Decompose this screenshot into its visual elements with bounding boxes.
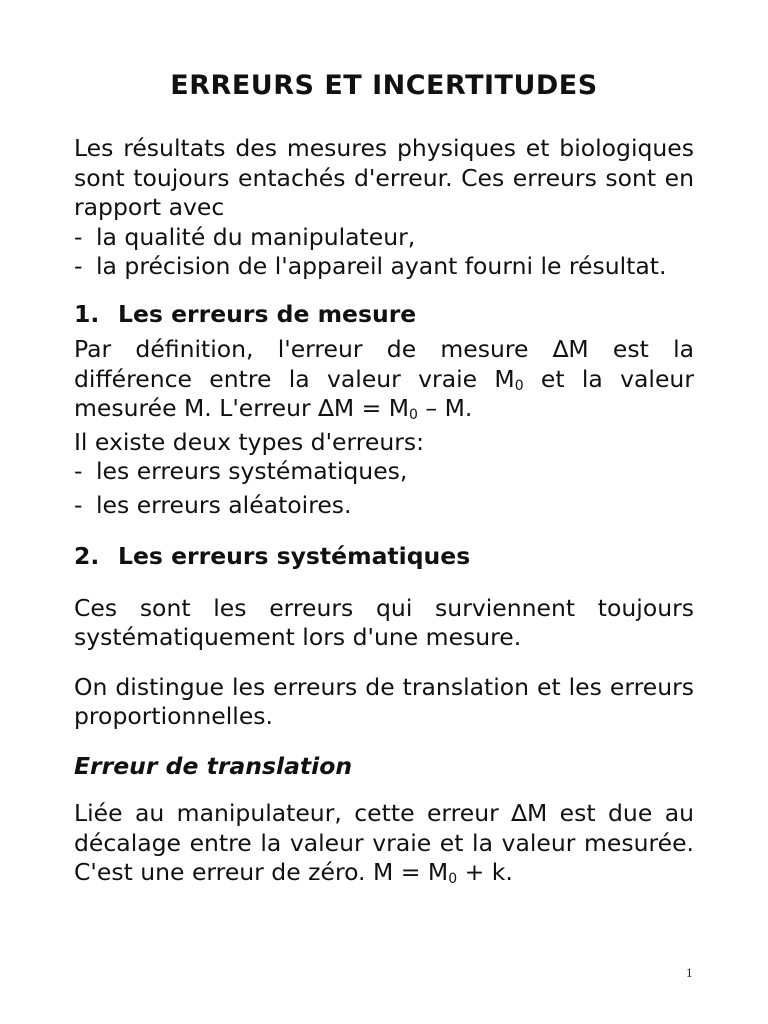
list-dash: -	[74, 222, 83, 251]
subsection-text-b: + k.	[457, 858, 513, 886]
intro-paragraph: Les résultats des mesures physiques et biologiques sont toujours entachés d'erreur. Ces erreurs sont en rapport avec	[74, 134, 694, 221]
list-dash: -	[74, 490, 83, 519]
subscript: 0	[514, 377, 524, 394]
types-list	[74, 457, 694, 520]
definition-text-b: et la valeur mesurée M. L'erreur ∆M = M	[74, 364, 694, 422]
subsection-heading: Erreur de translation	[74, 751, 353, 780]
list-dash: -	[74, 252, 83, 280]
definition-text-a: Par définition, l'erreur de mesure ∆M est la différence entre la valeur vraie M	[74, 335, 694, 393]
list-item	[74, 491, 694, 521]
section-heading-2	[74, 542, 694, 572]
list-item-text: la qualité du manipulateur,	[96, 222, 416, 251]
section-number: 1.	[74, 299, 100, 328]
section2-paragraph-1: Ces sont les erreurs qui surviennent toujours systématiquement lors d'une mesure.	[74, 593, 694, 651]
section2-paragraph-2: On distingue les erreurs de translation et les erreurs proportionnelles.	[74, 672, 694, 730]
section-heading-1	[74, 300, 694, 330]
section-title: Les erreurs de mesure	[118, 299, 417, 328]
subsection-text-a: Liée au manipulateur, cette erreur ∆M est due au décalage entre la valeur vraie et la valeur mesurée. C'est une erreur de zéro. M = M	[74, 799, 694, 886]
intro-list	[74, 223, 694, 282]
section-number: 2.	[74, 542, 100, 570]
list-item-text: la précision de l'appareil ayant fourni le résultat.	[96, 252, 667, 280]
subscript: 0	[448, 871, 458, 887]
definition-paragraph	[74, 335, 694, 424]
list-item-text: les erreurs systématiques,	[96, 457, 408, 485]
list-dash: -	[74, 457, 83, 485]
list-item	[74, 252, 694, 282]
section-title: Les erreurs systématiques	[118, 542, 471, 570]
definition-text-c: – M.	[417, 394, 473, 422]
subscript: 0	[409, 407, 418, 423]
types-intro: Il existe deux types d'erreurs:	[74, 427, 425, 456]
list-item	[74, 457, 694, 487]
list-item	[74, 223, 694, 253]
page-title: ERREURS ET INCERTITUDES	[170, 70, 598, 101]
list-item-text: les erreurs aléatoires.	[96, 490, 352, 519]
document-page	[74, 68, 694, 888]
page-number: 1	[686, 965, 693, 980]
subsection-paragraph	[74, 799, 694, 888]
